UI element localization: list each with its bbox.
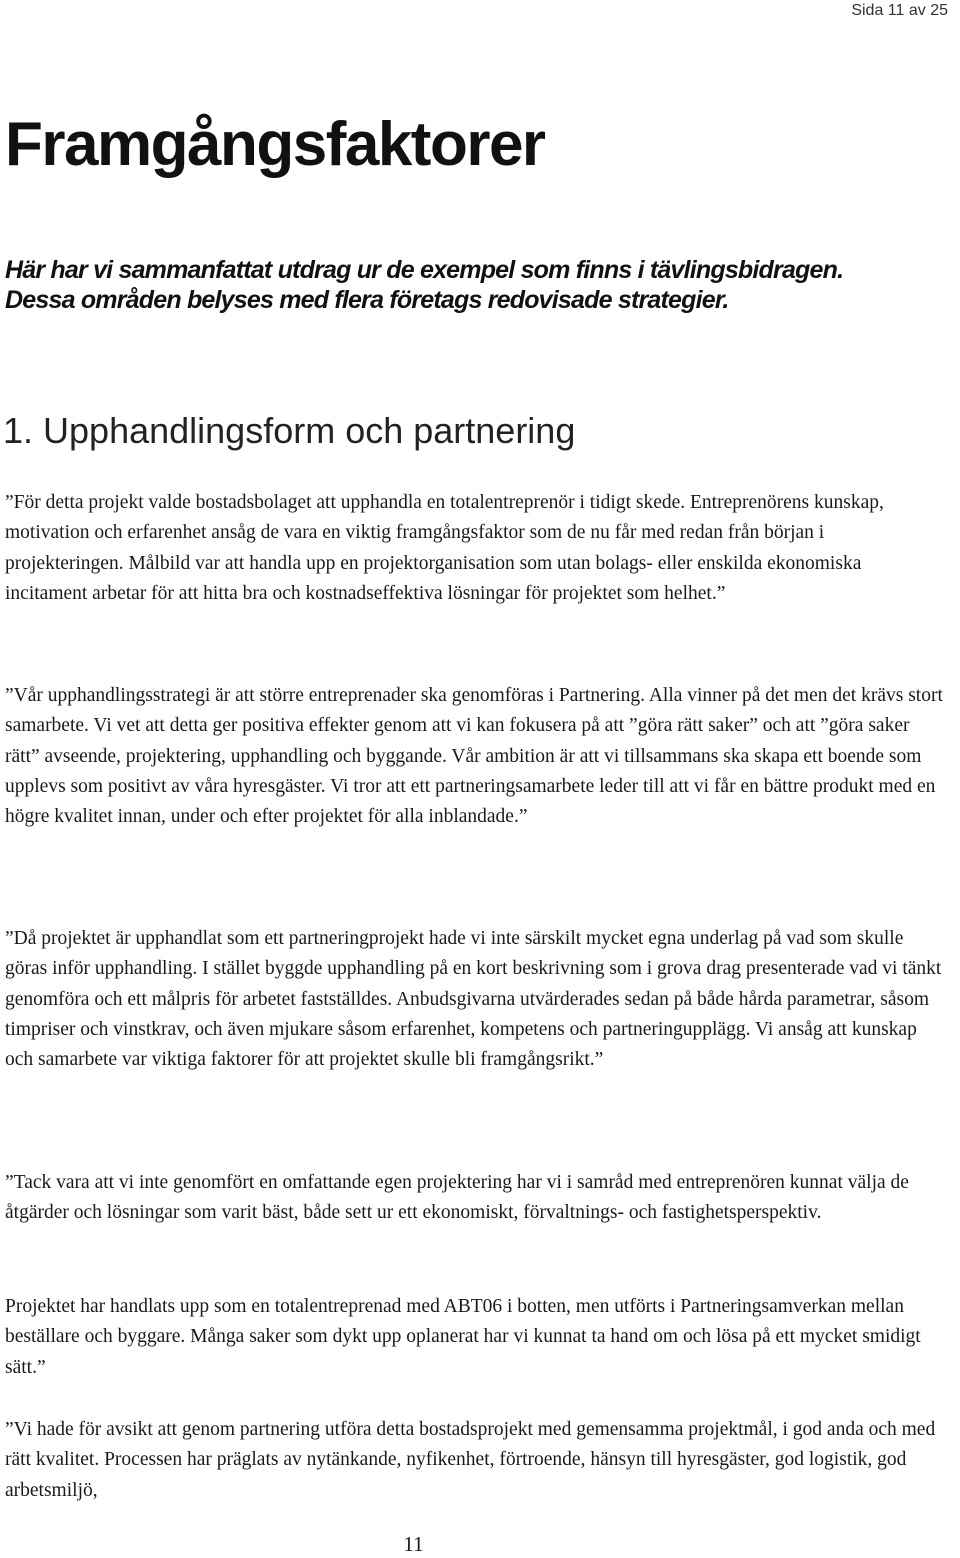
page-indicator: Sida 11 av 25 bbox=[851, 2, 948, 19]
page-number: 11 bbox=[403, 1532, 424, 1556]
quote-paragraph-5: Projektet har handlats upp som en totalentreprenad med ABT06 i botten, men utförts i Partneringsamverkan mellan beställare och byggare. Många saker som dykt upp oplanerat har vi kunnat ta hand om och lösa på ett mycket smidigt sätt.” bbox=[5, 1296, 921, 1378]
quote-paragraph-6: ”Vi hade för avsikt att genom partnering utföra detta bostadsprojekt med gemensamma projektmål, i god anda och med rätt kvalitet. Processen har präglats av nytänkande, nyfikenhet, förtroende, hänsyn till hyresgäster, god logistik, god arbetsmiljö, bbox=[5, 1419, 936, 1501]
quote-paragraph-2: ”Vår upphandlingsstrategi är att större entreprenader ska genomföras i Partnering. Alla vinner på det men det krävs stort samarbete. Vi vet att detta ger positiva effekter genom att vi kan fokusera på att ”göra rätt saker” och att ”göra saker rätt” avseende, projektering, upphandling och byggande. Vår ambition är att vi tillsammans ska skapa ett boende som upplevs som positivt av våra hyresgäster. Vi tror att ett partneringsamarbete leder till att vi får en bättre produkt med en högre kvalitet innan, under och efter projektet för alla inblandade.” bbox=[5, 685, 943, 828]
page-title: Framgångsfaktorer bbox=[5, 110, 545, 179]
quote-paragraph-1: ”För detta projekt valde bostadsbolaget att upphandla en totalentreprenör i tidigt skede. Entreprenörens kunskap, motivation och erfarenhet ansåg de vara en viktig framgångsfaktor som de nu får med redan från början i projekteringen. Målbild var att handla upp en projektorganisation som utan bolags- eller enskilda ekonomiska incitament arbetar för att hitta bra och kostnadseffektiva lösningar för projektet som helhet.” bbox=[5, 492, 884, 604]
intro-text: Här har vi sammanfattat utdrag ur de exempel som finns i tävlingsbidragen. Dessa områden belyses med flera företags redovisade strategier. bbox=[5, 256, 844, 314]
quote-paragraph-4: ”Tack vara att vi inte genomfört en omfattande egen projektering har vi i samråd med entreprenören kunnat välja de åtgärder och lösningar som varit bäst, både sett ur ett ekonomiskt, förvaltnings- och fastighetsperspektiv. bbox=[5, 1172, 909, 1224]
quote-paragraph-3: ”Då projektet är upphandlat som ett partneringprojekt hade vi inte särskilt mycket egna underlag på vad som skulle göras inför upphandling. I stället byggde upphandling på en kort beskrivning som i grova drag presenterade vad vi tänkt genomföra och ett målpris för arbetet fastställdes. Anbudsgivarna utvärderades sedan på både hårda parametrar, såsom timpriser och vinstkrav, och även mjukare såsom erfarenhet, kompetens och partneringupplägg. Vi ansåg att kunskap och samarbete var viktiga faktorer för att projektet skulle bli framgångsrikt.” bbox=[5, 928, 942, 1071]
section-heading: 1. Upphandlingsform och partnering bbox=[3, 410, 576, 451]
